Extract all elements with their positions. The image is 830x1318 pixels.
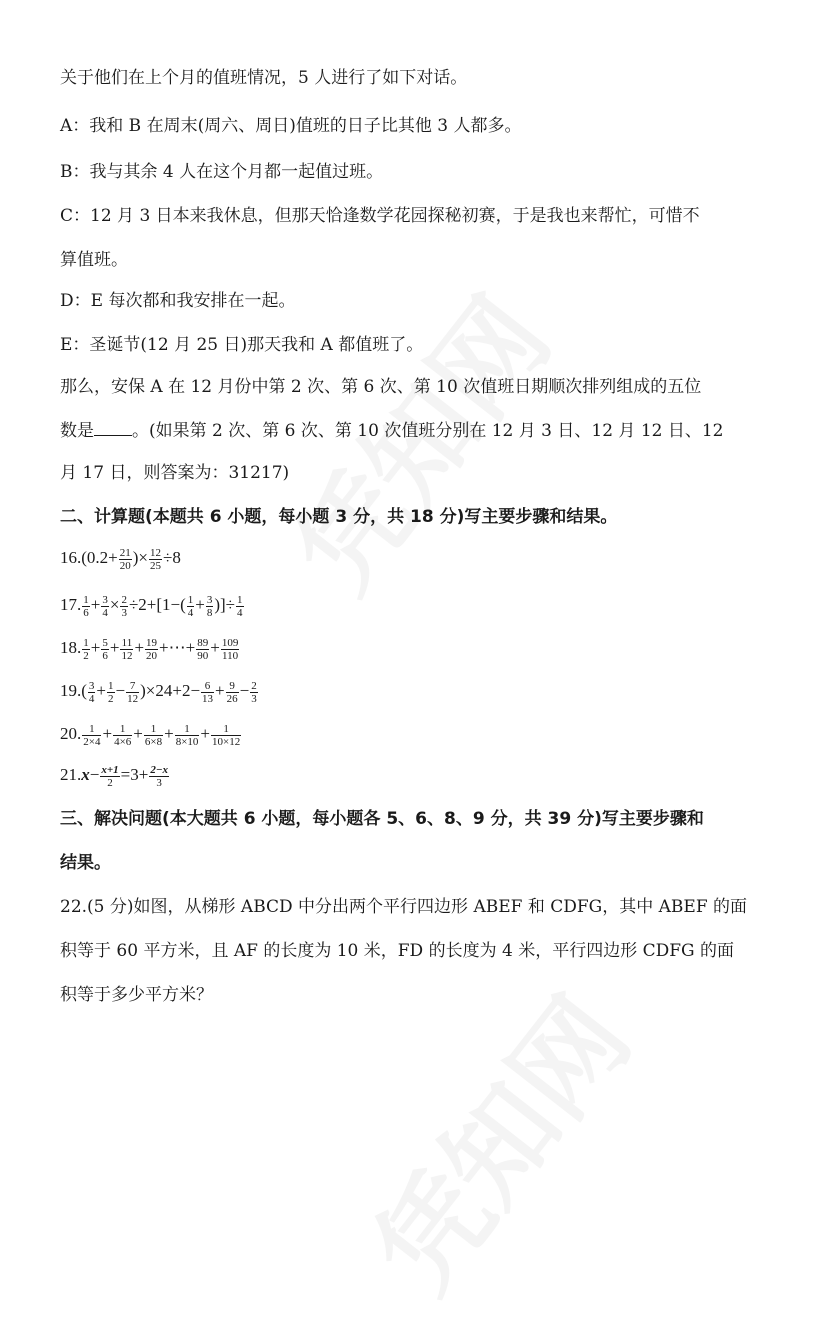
expr-text: + — [102, 724, 113, 743]
problem-number: 18. — [60, 638, 82, 657]
numerator: x+1 — [101, 763, 119, 776]
problem-number: 17. — [60, 595, 82, 614]
fraction — [187, 594, 195, 619]
dialogue-c-line2: 算值班。 — [60, 250, 128, 270]
problem-19 — [60, 679, 259, 705]
denominator: 13 — [202, 692, 214, 705]
fraction — [82, 637, 90, 662]
expr-text: =3+ — [120, 765, 149, 784]
expr-text: × — [109, 595, 120, 614]
denominator: 8×10 — [175, 735, 199, 748]
question-text: 数是 — [60, 421, 94, 441]
numerator: 1 — [187, 593, 194, 606]
expr-text: + — [164, 724, 174, 743]
question-text: 。(如果第 2 次、第 6 次、第 10 次值班分别在 12 月 3 日、12 月 12 日、12 — [132, 421, 724, 441]
denominator: 2 — [107, 776, 113, 789]
expr-text: )]÷ — [214, 595, 236, 614]
denominator: 26 — [226, 692, 238, 705]
numerator: 3 — [206, 593, 213, 606]
problem-18 — [60, 636, 240, 662]
denominator: 6 — [83, 606, 89, 619]
dialogue-b: B：我与其余 4 人在这个月都一起值过班。 — [60, 162, 384, 182]
numerator: 1 — [83, 593, 89, 606]
fraction — [113, 723, 132, 748]
problem15-intro: 关于他们在上个月的值班情况，5 人进行了如下对话。 — [60, 68, 468, 88]
numerator: 7 — [126, 680, 139, 693]
denominator: 2×4 — [83, 735, 101, 748]
denominator: 4×6 — [114, 735, 132, 748]
question-line2 — [60, 419, 724, 443]
problem22-line1: 22.(5 分)如图，从梯形 ABCD 中分出两个平行四边形 ABEF 和 CDFG，其中 ABEF 的面 — [60, 897, 748, 917]
problem-16 — [60, 546, 181, 572]
fraction — [201, 680, 214, 705]
question-line3: 月 17 日，则答案为：31217) — [60, 463, 290, 483]
denominator: 10×12 — [212, 735, 241, 748]
problem-number: 20. — [60, 724, 82, 743]
denominator: 8 — [206, 606, 213, 619]
expr-text: + — [215, 681, 225, 700]
numerator: 12 — [150, 546, 161, 559]
problem22-line2: 积等于 60 平方米，且 AF 的长度为 10 米，FD 的长度为 4 米，平行四边形 CDFG 的面 — [60, 941, 735, 961]
expr-text: + — [90, 595, 101, 614]
denominator: 12 — [121, 649, 133, 662]
denominator: 20 — [119, 559, 131, 572]
problem22-line3: 积等于多少平方米？ — [60, 985, 213, 1005]
numerator: 2−x — [150, 763, 168, 776]
problem-number: 19. — [60, 681, 82, 700]
fraction — [236, 594, 244, 619]
fraction — [144, 723, 163, 748]
expr-text: )× — [132, 548, 148, 567]
fraction — [149, 764, 169, 789]
problem-number: 16. — [60, 548, 82, 567]
expr-text: + — [96, 681, 107, 700]
fraction — [126, 680, 139, 705]
problem-20 — [60, 722, 242, 748]
expr-text: − — [239, 681, 250, 700]
numerator: 1 — [83, 636, 89, 649]
expr-text: )×24+2− — [140, 681, 201, 700]
fraction — [101, 637, 109, 662]
numerator: 1 — [237, 593, 243, 606]
denominator: 6 — [102, 649, 108, 662]
numerator: 5 — [102, 636, 108, 649]
fraction — [101, 594, 109, 619]
numerator: 6 — [201, 680, 214, 693]
fraction — [119, 547, 132, 572]
fraction — [175, 723, 200, 748]
numerator: 1 — [82, 723, 101, 736]
numerator: 1 — [108, 679, 114, 692]
numerator: 1 — [144, 723, 163, 736]
expr-text: + — [134, 638, 145, 657]
expr-text: − — [89, 765, 100, 784]
section3-heading-line2: 结果。 — [60, 853, 111, 873]
dialogue-c-line1: C：12 月 3 日本来我休息，但那天恰逢数学花园探秘初赛，于是我也来帮忙，可惜不 — [60, 206, 700, 226]
numerator: 109 — [221, 636, 239, 649]
numerator: 9 — [226, 680, 239, 693]
expr-text: (0.2+ — [81, 548, 118, 567]
fraction — [107, 680, 115, 705]
denominator: 90 — [197, 649, 209, 662]
expr-text: ( — [81, 681, 87, 700]
fraction — [88, 680, 96, 705]
expr-text: ÷2+[1−( — [128, 595, 186, 614]
question-line1: 那么，安保 A 在 12 月份中第 2 次、第 6 次、第 10 次值班日期顺次排列组成的五位 — [60, 377, 702, 397]
watermark — [331, 960, 659, 1317]
expr-text: + — [195, 595, 205, 614]
denominator: 4 — [187, 606, 194, 619]
problem-17 — [60, 593, 245, 619]
numerator: 3 — [88, 679, 95, 692]
numerator: 11 — [121, 636, 133, 649]
denominator: 20 — [146, 649, 158, 662]
fraction — [226, 680, 239, 705]
expr-text: + — [109, 638, 120, 657]
fraction — [82, 594, 90, 619]
dialogue-a: A：我和 B 在周末(周六、周日)值班的日子比其他 3 人都多。 — [60, 116, 522, 136]
expr-text: − — [115, 681, 126, 700]
numerator: 2 — [121, 593, 127, 606]
numerator: 1 — [175, 723, 200, 736]
denominator: 4 — [88, 692, 95, 705]
denominator: 110 — [222, 649, 239, 662]
fraction — [196, 637, 209, 662]
expr-text: +⋯+ — [159, 638, 196, 657]
section3-heading-line1: 三、解决问题(本大题共 6 小题，每小题各 5、6、8、9 分，共 39 分)写主要步骤和 — [60, 809, 704, 829]
expr-text: ÷8 — [163, 548, 181, 567]
fraction — [120, 637, 133, 662]
expr-text: + — [133, 724, 143, 743]
denominator: 3 — [121, 606, 127, 619]
fraction — [100, 764, 119, 789]
numerator: 21 — [119, 546, 131, 559]
numerator: 19 — [146, 636, 158, 649]
numerator: 89 — [197, 636, 209, 649]
fraction — [145, 637, 158, 662]
denominator: 12 — [127, 692, 139, 705]
numerator: 3 — [102, 593, 108, 606]
denominator: 6×8 — [144, 735, 163, 748]
problem-number: 21. — [60, 765, 82, 784]
problem-21 — [60, 763, 170, 789]
fraction — [206, 594, 214, 619]
expr-text: + — [210, 638, 220, 657]
fraction — [211, 723, 241, 748]
fraction — [120, 594, 128, 619]
denominator: 4 — [102, 606, 108, 619]
fraction — [250, 680, 258, 705]
fraction — [221, 637, 240, 662]
denominator: 3 — [156, 776, 162, 789]
fraction — [82, 723, 101, 748]
numerator: 1 — [113, 723, 132, 736]
denominator: 4 — [237, 606, 243, 619]
fraction — [149, 547, 162, 572]
denominator: 2 — [108, 692, 114, 705]
denominator: 2 — [83, 649, 89, 662]
answer-blank — [94, 419, 132, 436]
dialogue-d: D：E 每次都和我安排在一起。 — [60, 291, 296, 311]
numerator: 2 — [251, 679, 257, 692]
section2-heading: 二、计算题(本题共 6 小题，每小题 3 分，共 18 分)写主要步骤和结果。 — [60, 507, 618, 527]
dialogue-e: E：圣诞节(12 月 25 日)那天我和 A 都值班了。 — [60, 335, 424, 355]
expr-text: + — [90, 638, 101, 657]
numerator: 1 — [211, 723, 241, 736]
variable: x — [81, 765, 90, 784]
denominator: 25 — [150, 559, 161, 572]
denominator: 3 — [251, 692, 257, 705]
expr-text: + — [200, 724, 210, 743]
